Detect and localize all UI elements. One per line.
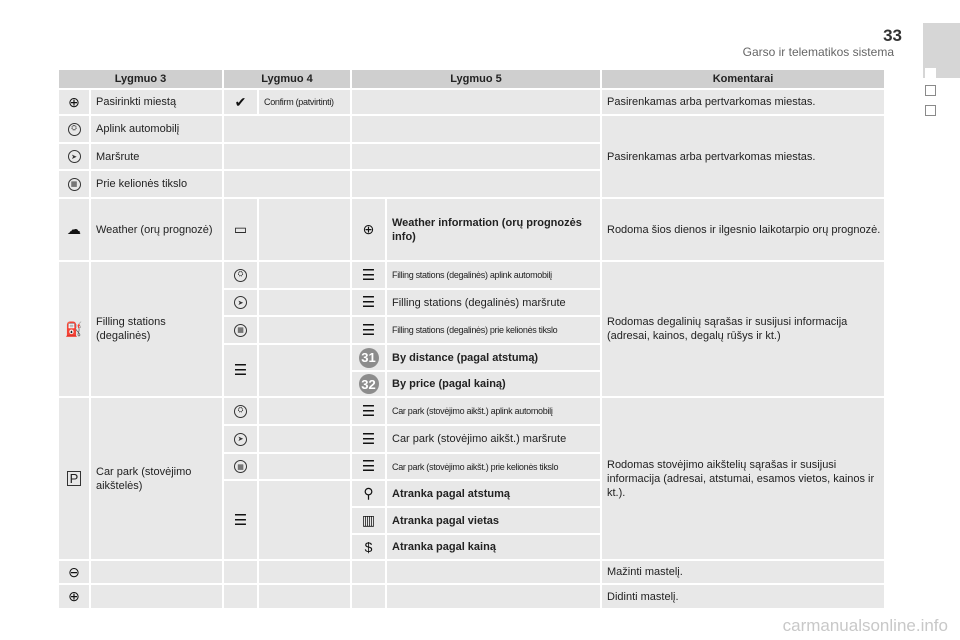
weather-page-icon: ▭	[223, 198, 258, 261]
list-icon: ☰	[351, 397, 386, 425]
parking-destination: Car park (stovėjimo aikšt.) prie kelionės tikslo	[386, 453, 601, 480]
side-square-outline	[925, 85, 936, 96]
route-icon: ➤	[223, 289, 258, 316]
menu-table	[58, 69, 885, 609]
comment-weather: Rodoma šios dienos ir ilgesnio laikotarpio orų prognozė.	[601, 198, 885, 261]
empty-cell	[90, 584, 223, 609]
empty-cell	[258, 198, 351, 261]
list-icon: ☰	[351, 453, 386, 480]
empty-cell	[258, 261, 351, 289]
comment-zoom-out: Mažinti mastelį.	[601, 560, 885, 584]
weather-info-label: Weather information (orų prognozės info)	[386, 198, 601, 261]
badge-32: 32	[351, 371, 386, 397]
sort-price: By price (pagal kainą)	[386, 371, 601, 397]
list-icon: ☰	[351, 289, 386, 316]
badge-31: 31	[351, 344, 386, 371]
parking-around-car: Car park (stovėjimo aikšt.) aplink automobilį	[386, 397, 601, 425]
empty-cell	[351, 584, 386, 609]
header-comment: Komentarai	[601, 69, 885, 89]
check-icon: ✔	[223, 89, 258, 115]
empty-cell	[386, 560, 601, 584]
select-city-label: Pasirinkti miestą	[90, 89, 223, 115]
list-icon: ☰	[223, 480, 258, 560]
confirm-label: Confirm (patvirtinti)	[258, 89, 351, 115]
parking-icon: P	[58, 397, 90, 560]
empty-cell	[90, 560, 223, 584]
page-title: Garso ir telematikos sistema	[742, 45, 894, 59]
empty-cell	[258, 344, 351, 397]
empty-cell	[386, 584, 601, 609]
around-car-icon: ⛭	[223, 397, 258, 425]
empty-cell	[223, 170, 351, 198]
empty-cell	[223, 584, 258, 609]
empty-cell	[258, 480, 351, 560]
zoom-out-icon: ⊖	[58, 560, 90, 584]
zoom-in-icon: ⊕	[58, 584, 90, 609]
page-number: 33	[883, 26, 902, 45]
empty-cell	[351, 115, 601, 143]
distance-pin-icon: ⚲	[351, 480, 386, 507]
empty-cell	[258, 316, 351, 344]
empty-cell	[351, 170, 601, 198]
parking-sort-distance: Atranka pagal atstumą	[386, 480, 601, 507]
destination-icon: ▦	[223, 453, 258, 480]
spaces-icon: ▥	[351, 507, 386, 534]
weather-icon: ☁	[58, 198, 90, 261]
header-level4: Lygmuo 4	[223, 69, 351, 89]
empty-cell	[258, 289, 351, 316]
filling-stations-label: Filling stations (degalinės)	[90, 261, 223, 397]
around-car-label: Aplink automobilį	[90, 115, 223, 143]
side-square-outline	[925, 105, 936, 116]
list-icon: ☰	[223, 344, 258, 397]
filling-route: Filling stations (degalinės) maršrute	[386, 289, 601, 316]
empty-cell	[351, 560, 386, 584]
route-icon: ➤	[58, 143, 90, 170]
destination-icon: ▦	[58, 170, 90, 198]
comment-parking: Rodomas stovėjimo aikštelių sąrašas ir susijusi informacija (adresai, atstumai, esamos vietos, kainos ir kt.).	[601, 397, 885, 560]
plus-icon: ⊕	[351, 198, 386, 261]
comment-zoom-in: Didinti mastelį.	[601, 584, 885, 609]
comment-filling: Rodomas degalinių sąrašas ir susijusi informacija (adresai, kainos, degalų rūšys ir kt.)	[601, 261, 885, 397]
empty-cell	[258, 584, 351, 609]
parking-sort-spaces: Atranka pagal vietas	[386, 507, 601, 534]
header-level3: Lygmuo 3	[58, 69, 223, 89]
list-icon: ☰	[351, 425, 386, 453]
empty-cell	[223, 143, 351, 170]
filling-around-car: Filling stations (degalinės) aplink automobilį	[386, 261, 601, 289]
empty-cell	[258, 397, 351, 425]
header-level5: Lygmuo 5	[351, 69, 601, 89]
list-icon: ☰	[351, 316, 386, 344]
empty-cell	[258, 453, 351, 480]
dollar-icon: $	[351, 534, 386, 560]
empty-cell	[351, 143, 601, 170]
city-pin-icon: ⊕	[58, 89, 90, 115]
destination-icon: ▦	[223, 316, 258, 344]
comment-r1: Pasirenkamas arba pertvarkomas miestas.	[601, 89, 885, 115]
weather-label: Weather (orų prognozė)	[90, 198, 223, 261]
empty-cell	[223, 115, 351, 143]
watermark: carmanualsonline.info	[782, 616, 948, 635]
parking-route: Car park (stovėjimo aikšt.) maršrute	[386, 425, 601, 453]
around-car-icon: ⛭	[223, 261, 258, 289]
filling-destination: Filling stations (degalinės) prie kelionės tikslo	[386, 316, 601, 344]
empty-cell	[258, 425, 351, 453]
empty-cell	[258, 560, 351, 584]
route-label: Maršrute	[90, 143, 223, 170]
car-park-label: Car park (stovėjimo aikštelės)	[90, 397, 223, 560]
empty-cell	[223, 560, 258, 584]
list-icon: ☰	[351, 261, 386, 289]
fuel-pump-icon: ⛽	[58, 261, 90, 397]
sort-distance: By distance (pagal atstumą)	[386, 344, 601, 371]
destination-label: Prie kelionės tikslo	[90, 170, 223, 198]
empty-cell	[351, 89, 601, 115]
route-icon: ➤	[223, 425, 258, 453]
around-car-icon: ⛭	[58, 115, 90, 143]
parking-sort-price: Atranka pagal kainą	[386, 534, 601, 560]
comment-r234: Pasirenkamas arba pertvarkomas miestas.	[601, 115, 885, 198]
side-square-filled	[925, 68, 936, 79]
